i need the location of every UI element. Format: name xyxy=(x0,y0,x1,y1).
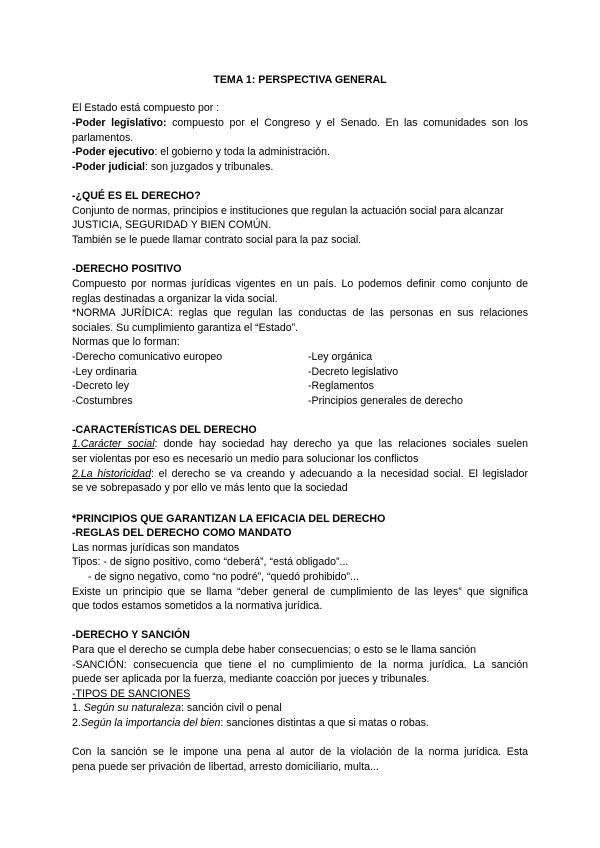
caracter-social-label: 1.Carácter social xyxy=(72,438,155,450)
que-es-line-2: JUSTICIA, SEGURIDAD Y BIEN COMÚN. xyxy=(72,219,272,231)
judicial-line xyxy=(72,160,528,174)
que-es-line-1: Conjunto de normas, principios e instituciones que regulan la actuación social para alcanzar xyxy=(72,205,504,217)
que-es-line-3: También se le puede llamar contrato social para la paz social. xyxy=(72,234,362,246)
tipo-sancion-2: 2.Según la importancia del bien: sanciones distintas a que si matas o robas. xyxy=(72,717,429,729)
principios-line-5: que todos estamos sometidos a la normativa jurídica. xyxy=(72,600,323,612)
que-es-heading: -¿QUÉ ES EL DERECHO? xyxy=(72,190,201,202)
norma-left-1: -Derecho comunicativo europeo xyxy=(72,351,223,363)
positivo-line-1: Compuesto por normas jurídicas vigentes en un país. Lo podemos definir como conjunto de xyxy=(72,278,528,290)
legislativo-label: -Poder legislativo: xyxy=(72,117,167,129)
norma-right-3: -Reglamentos xyxy=(308,380,374,392)
norma-left-4: -Costumbres xyxy=(72,395,133,407)
tipo-sancion-1-text: : sanción civil o penal xyxy=(180,702,282,714)
judicial-label: -Poder judicial xyxy=(72,161,145,173)
positivo-line-4: sociales. Su cumplimiento garantiza el “Estado”. xyxy=(72,322,299,334)
principios-line-2: Tipos: - de signo positivo, como “deberá”, “está obligado”... xyxy=(72,556,349,568)
caracteristicas-heading: -CARACTERÍSTICAS DEL DERECHO xyxy=(72,424,257,436)
reglas-heading: -REGLAS DEL DERECHO COMO MANDATO xyxy=(72,527,292,539)
principios-line-4: Existe un principio que se llama “deber general de cumplimiento de las leyes” que significa xyxy=(72,586,528,598)
sancion-line-1: Para que el derecho se cumpla debe haber consecuencias; o esto se le llama sanción xyxy=(72,644,476,656)
norma-right-2: -Decreto legislativo xyxy=(308,366,399,378)
norma-right-4: -Principios generales de derecho xyxy=(308,395,463,407)
historicidad-line xyxy=(72,467,528,481)
tipo-sancion-2-label: Según la importancia del bien xyxy=(80,717,221,729)
intro-lead: El Estado está compuesto por : xyxy=(72,102,220,114)
norma-right-1: -Ley orgánica xyxy=(308,351,373,363)
ejecutivo-line xyxy=(72,145,528,159)
historicidad-line-2: se ve sobrepasado y por ello ve más lento que la sociedad xyxy=(72,482,348,494)
caracter-social-line-2: ser violentas por eso es necesario un medio para solucionar los conflictos xyxy=(72,453,419,465)
principios-heading: *PRINCIPIOS QUE GARANTIZAN LA EFICACIA DEL DERECHO xyxy=(72,513,386,525)
tipo-sancion-1-label: Según su naturaleza xyxy=(83,702,181,714)
positivo-line-3: *NORMA JURÍDICA: reglas que regulan las conductas de las personas en sus relaciones xyxy=(72,307,528,319)
sancion-line-2: -SANCIÓN: consecuencia que tiene el no cumplimiento de la norma jurídica. La sanción xyxy=(72,659,528,671)
sancion-line-3: puede ser aplicada por la fuerza, mediante coacción por jueces y tribunales. xyxy=(72,673,430,685)
principios-line-1: Las normas jurídicas son mandatos xyxy=(72,542,240,554)
caracter-social-line xyxy=(72,437,528,451)
closing-line-1: Con la sanción se le impone una pena al autor de la violación de la norma jurídica. Esta xyxy=(72,746,528,758)
tipo-sancion-2-text: : sanciones distintas a que si matas o robas. xyxy=(220,717,429,729)
ejecutivo-label: -Poder ejecutivo xyxy=(72,146,155,158)
historicidad-label: 2.La historicidad xyxy=(72,468,151,480)
closing-line-2: pena puede ser privación de libertad, arresto domiciliario, multa... xyxy=(72,761,379,773)
sancion-heading: -DERECHO Y SANCIÓN xyxy=(72,629,190,641)
positivo-heading: -DERECHO POSITIVO xyxy=(72,263,182,275)
tipos-sanciones-label: -TIPOS DE SANCIONES xyxy=(72,688,191,700)
legislativo-line xyxy=(72,116,528,130)
tipo-sancion-1: 1. Según su naturaleza: sanción civil o penal xyxy=(72,702,282,714)
legislativo-line-2: parlamentos. xyxy=(72,132,134,144)
principios-line-3: - de signo negativo, como “no podré”, “quedó prohibido”... xyxy=(88,571,359,583)
positivo-line-5: Normas que lo forman: xyxy=(72,336,180,348)
legislativo-text: compuesto por el Congreso y el Senado. En las comunidades son los xyxy=(172,117,528,129)
historicidad-text: : el derecho se va creando y adecuando a la necesidad social. El legislador xyxy=(150,468,528,480)
page-title: TEMA 1: PERSPECTIVA GENERAL xyxy=(213,74,387,86)
norma-left-2: -Ley ordinaria xyxy=(72,366,137,378)
caracter-social-text: : donde hay sociedad hay derecho ya que las relaciones sociales suelen xyxy=(154,438,529,450)
ejecutivo-text: : el gobierno y toda la administración. xyxy=(154,146,330,158)
judicial-text: : son juzgados y tribunales. xyxy=(145,161,274,173)
norma-left-3: -Decreto ley xyxy=(72,380,130,392)
positivo-line-2: reglas destinadas a organizar la vida social. xyxy=(72,293,278,305)
